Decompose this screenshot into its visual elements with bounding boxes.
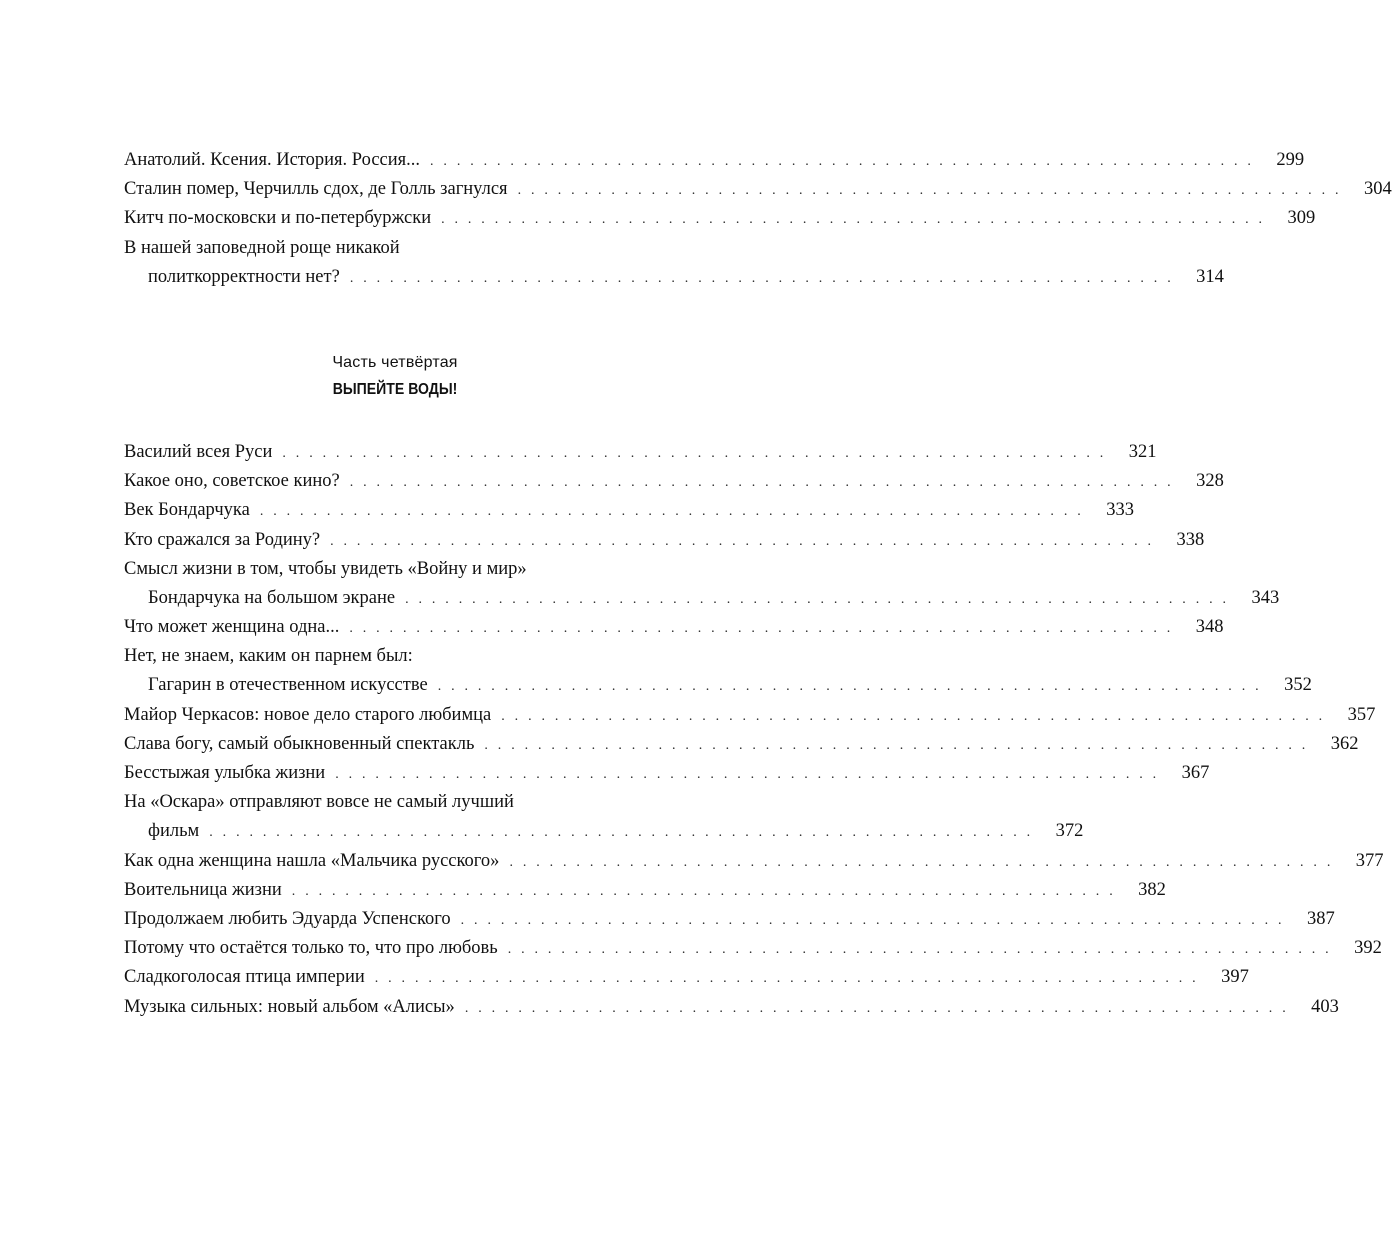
- toc-entry-page-number: 348: [1195, 617, 1224, 638]
- toc-entry-title: Василий всея Руси: [124, 441, 273, 462]
- toc-entry-page-number: 362: [1330, 733, 1359, 754]
- toc-section-part-four: [124, 438, 1384, 1022]
- toc-entry-title: Что может женщина одна...: [124, 617, 340, 638]
- toc-entry: [124, 496, 1134, 525]
- toc-entry: [124, 730, 1359, 759]
- dot-leader: . . . . . . . . . . . . . . . . . . . . . . . . . . . . . . . . . . . . . . . . . . . . . . . . . . . . . . . . . . . . . .: [460, 912, 1285, 928]
- dot-leader: . . . . . . . . . . . . . . . . . . . . . . . . . . . . . . . . . . . . . . . . . . . . . . . . . . . . . . . . . . . . . .: [282, 445, 1107, 461]
- dot-leader: . . . . . . . . . . . . . . . . . . . . . . . . . . . . . . . . . . . . . . . . . . . . . . . . . . . . . . . . . . . . . .: [209, 825, 1034, 841]
- toc-entry: [124, 642, 666, 671]
- part-heading: [124, 350, 666, 404]
- toc-entry: [124, 438, 1157, 467]
- toc-entry-page-number: 343: [1251, 587, 1280, 608]
- toc-entry-page-number: 299: [1276, 150, 1305, 170]
- toc-entry: [124, 671, 1312, 700]
- toc-entry: [124, 701, 1376, 730]
- dot-leader: . . . . . . . . . . . . . . . . . . . . . . . . . . . . . . . . . . . . . . . . . . . . . . . . . . . . . . . . . . . . . .: [291, 883, 1116, 899]
- toc-entry: [124, 876, 1166, 905]
- toc-entry: [124, 759, 1210, 788]
- dot-leader: . . . . . . . . . . . . . . . . . . . . . . . . . . . . . . . . . . . . . . . . . . . . . . . . . . . . . . . . . . . . . .: [349, 621, 1174, 637]
- toc-entry: [124, 467, 1224, 496]
- toc-entry-page-number: 309: [1287, 208, 1316, 229]
- toc-entry: [124, 146, 1305, 175]
- dot-leader: . . . . . . . . . . . . . . . . . . . . . . . . . . . . . . . . . . . . . . . . . . . . . . . . . . . . . . . . . . . . . .: [507, 942, 1332, 958]
- dot-leader: . . . . . . . . . . . . . . . . . . . . . . . . . . . . . . . . . . . . . . . . . . . . . . . . . . . . . . . . . . . . . .: [484, 737, 1309, 753]
- dot-leader: . . . . . . . . . . . . . . . . . . . . . . . . . . . . . . . . . . . . . . . . . . . . . . . . . . . . . . . . . . . . . .: [509, 854, 1334, 870]
- dot-leader: . . . . . . . . . . . . . . . . . . . . . . . . . . . . . . . . . . . . . . . . . . . . . . . . . . . . . . . . . . . . . .: [464, 1000, 1289, 1016]
- toc-entry: [124, 905, 1335, 934]
- dot-leader: . . . . . . . . . . . . . . . . . . . . . . . . . . . . . . . . . . . . . . . . . . . . . . . . . . . . . . . . . . . . . .: [349, 270, 1174, 286]
- toc-entry-page-number: 304: [1363, 179, 1392, 200]
- toc-entry-page-number: 392: [1354, 938, 1382, 959]
- dot-leader: . . . . . . . . . . . . . . . . . . . . . . . . . . . . . . . . . . . . . . . . . . . . . . . . . . . . . . . . . . . . . .: [259, 504, 1084, 520]
- toc-entry-page-number: 397: [1221, 967, 1249, 988]
- dot-leader: . . . . . . . . . . . . . . . . . . . . . . . . . . . . . . . . . . . . . . . . . . . . . . . . . . . . . . . . . . . . . .: [437, 679, 1262, 695]
- toc-entry: [124, 847, 1384, 876]
- toc-entry-title: Китч по-московски и по-петербуржски: [124, 208, 432, 229]
- toc-entry-title: Потому что остаётся только то, что про любовь: [124, 938, 498, 959]
- toc-entry-page-number: 367: [1181, 763, 1210, 783]
- toc-entry-title: Век Бондарчука: [124, 500, 250, 521]
- toc-entry-page-number: 372: [1055, 821, 1084, 842]
- toc-section-top: [124, 146, 1392, 292]
- toc-entry-title: Музыка сильных: новый альбом «Алисы»: [124, 996, 455, 1017]
- toc-entry-page-number: 328: [1196, 471, 1224, 492]
- dot-leader: . . . . . . . . . . . . . . . . . . . . . . . . . . . . . . . . . . . . . . . . . . . . . . . . . . . . . . . . . . . . . .: [430, 154, 1255, 169]
- dot-leader: . . . . . . . . . . . . . . . . . . . . . . . . . . . . . . . . . . . . . . . . . . . . . . . . . . . . . . . . . . . . . .: [441, 212, 1266, 228]
- toc-entry-title: Продолжаем любить Эдуарда Успенского: [124, 908, 451, 929]
- dot-leader: . . . . . . . . . . . . . . . . . . . . . . . . . . . . . . . . . . . . . . . . . . . . . . . . . . . . . . . . . . . . . .: [405, 591, 1230, 607]
- toc-entry-title: Сталин помер, Черчилль сдох, де Голль загнулся: [124, 179, 508, 200]
- dot-leader: . . . . . . . . . . . . . . . . . . . . . . . . . . . . . . . . . . . . . . . . . . . . . . . . . . . . . . . . . . . . . .: [349, 475, 1174, 491]
- toc-entry-page-number: 352: [1284, 675, 1312, 696]
- toc-entry: [124, 817, 1084, 846]
- toc-entry-page-number: 357: [1347, 704, 1376, 725]
- toc-entry-title: Майор Черкасов: новое дело старого любимца: [124, 704, 492, 725]
- dot-leader: . . . . . . . . . . . . . . . . . . . . . . . . . . . . . . . . . . . . . . . . . . . . . . . . . . . . . . . . . . . . . .: [501, 708, 1326, 724]
- part-title: ВЫПЕЙТЕ ВОДЫ!: [332, 380, 458, 398]
- toc-entry: [124, 584, 1280, 613]
- toc-entry-page-number: 387: [1307, 908, 1335, 929]
- toc-entry: [124, 963, 1249, 992]
- toc-entry-title: политкорректности нет?: [148, 266, 340, 287]
- part-label: Часть четвёртая: [332, 353, 458, 371]
- dot-leader: . . . . . . . . . . . . . . . . . . . . . . . . . . . . . . . . . . . . . . . . . . . . . . . . . . . . . . . . . . . . . .: [517, 183, 1342, 199]
- toc-entry-title: Какое оно, советское кино?: [124, 471, 340, 492]
- toc-entry-title: Воительница жизни: [124, 879, 282, 900]
- toc-entry: [124, 613, 1224, 642]
- toc-entry-title: Слава богу, самый обыкновенный спектакль: [124, 733, 475, 754]
- toc-entry: [124, 555, 666, 584]
- toc-entry-page-number: 382: [1138, 879, 1166, 900]
- dot-leader: . . . . . . . . . . . . . . . . . . . . . . . . . . . . . . . . . . . . . . . . . . . . . . . . . . . . . . . . . . . . . .: [330, 533, 1155, 549]
- toc-entry-page-number: 377: [1355, 850, 1384, 871]
- toc-entry: [124, 788, 666, 817]
- toc-entry-title: Как одна женщина нашла «Мальчика русского»: [124, 850, 500, 871]
- toc-entry-page-number: 338: [1176, 529, 1205, 550]
- toc-entry-page-number: 314: [1196, 266, 1224, 287]
- toc-entry-title: Кто сражался за Родину?: [124, 529, 321, 550]
- contents-page: [124, 146, 1392, 1022]
- dot-leader: . . . . . . . . . . . . . . . . . . . . . . . . . . . . . . . . . . . . . . . . . . . . . . . . . . . . . . . . . . . . . .: [374, 971, 1199, 987]
- toc-entry: [124, 526, 1205, 555]
- toc-entry: [124, 993, 1339, 1022]
- toc-entry-title: Бондарчука на большом экране: [148, 587, 396, 608]
- toc-entry: [124, 934, 1382, 963]
- toc-entry-title: В нашей заповедной роще никакой: [124, 237, 400, 258]
- toc-entry-title: Нет, не знаем, каким он парнем был:: [124, 646, 413, 667]
- toc-entry: [124, 234, 666, 263]
- toc-entry-title: На «Оскара» отправляют вовсе не самый лучший: [124, 792, 514, 813]
- dot-leader: . . . . . . . . . . . . . . . . . . . . . . . . . . . . . . . . . . . . . . . . . . . . . . . . . . . . . . . . . . . . . .: [335, 767, 1160, 782]
- toc-entry-title: Гагарин в отечественном искусстве: [148, 675, 428, 696]
- toc-entry-page-number: 321: [1128, 441, 1157, 462]
- toc-entry-page-number: 403: [1311, 996, 1339, 1017]
- toc-entry-title: Сладкоголосая птица империи: [124, 967, 365, 988]
- toc-entry-title: Смысл жизни в том, чтобы увидеть «Войну и мир»: [124, 558, 527, 579]
- toc-entry-title: Бесстыжая улыбка жизни: [124, 763, 326, 783]
- toc-entry: [124, 175, 1392, 204]
- toc-entry-page-number: 333: [1106, 500, 1134, 521]
- toc-entry: [124, 263, 1224, 292]
- toc-entry: [124, 204, 1316, 233]
- toc-entry-title: Анатолий. Ксения. История. Россия...: [124, 150, 421, 170]
- toc-entry-title: фильм: [148, 821, 200, 842]
